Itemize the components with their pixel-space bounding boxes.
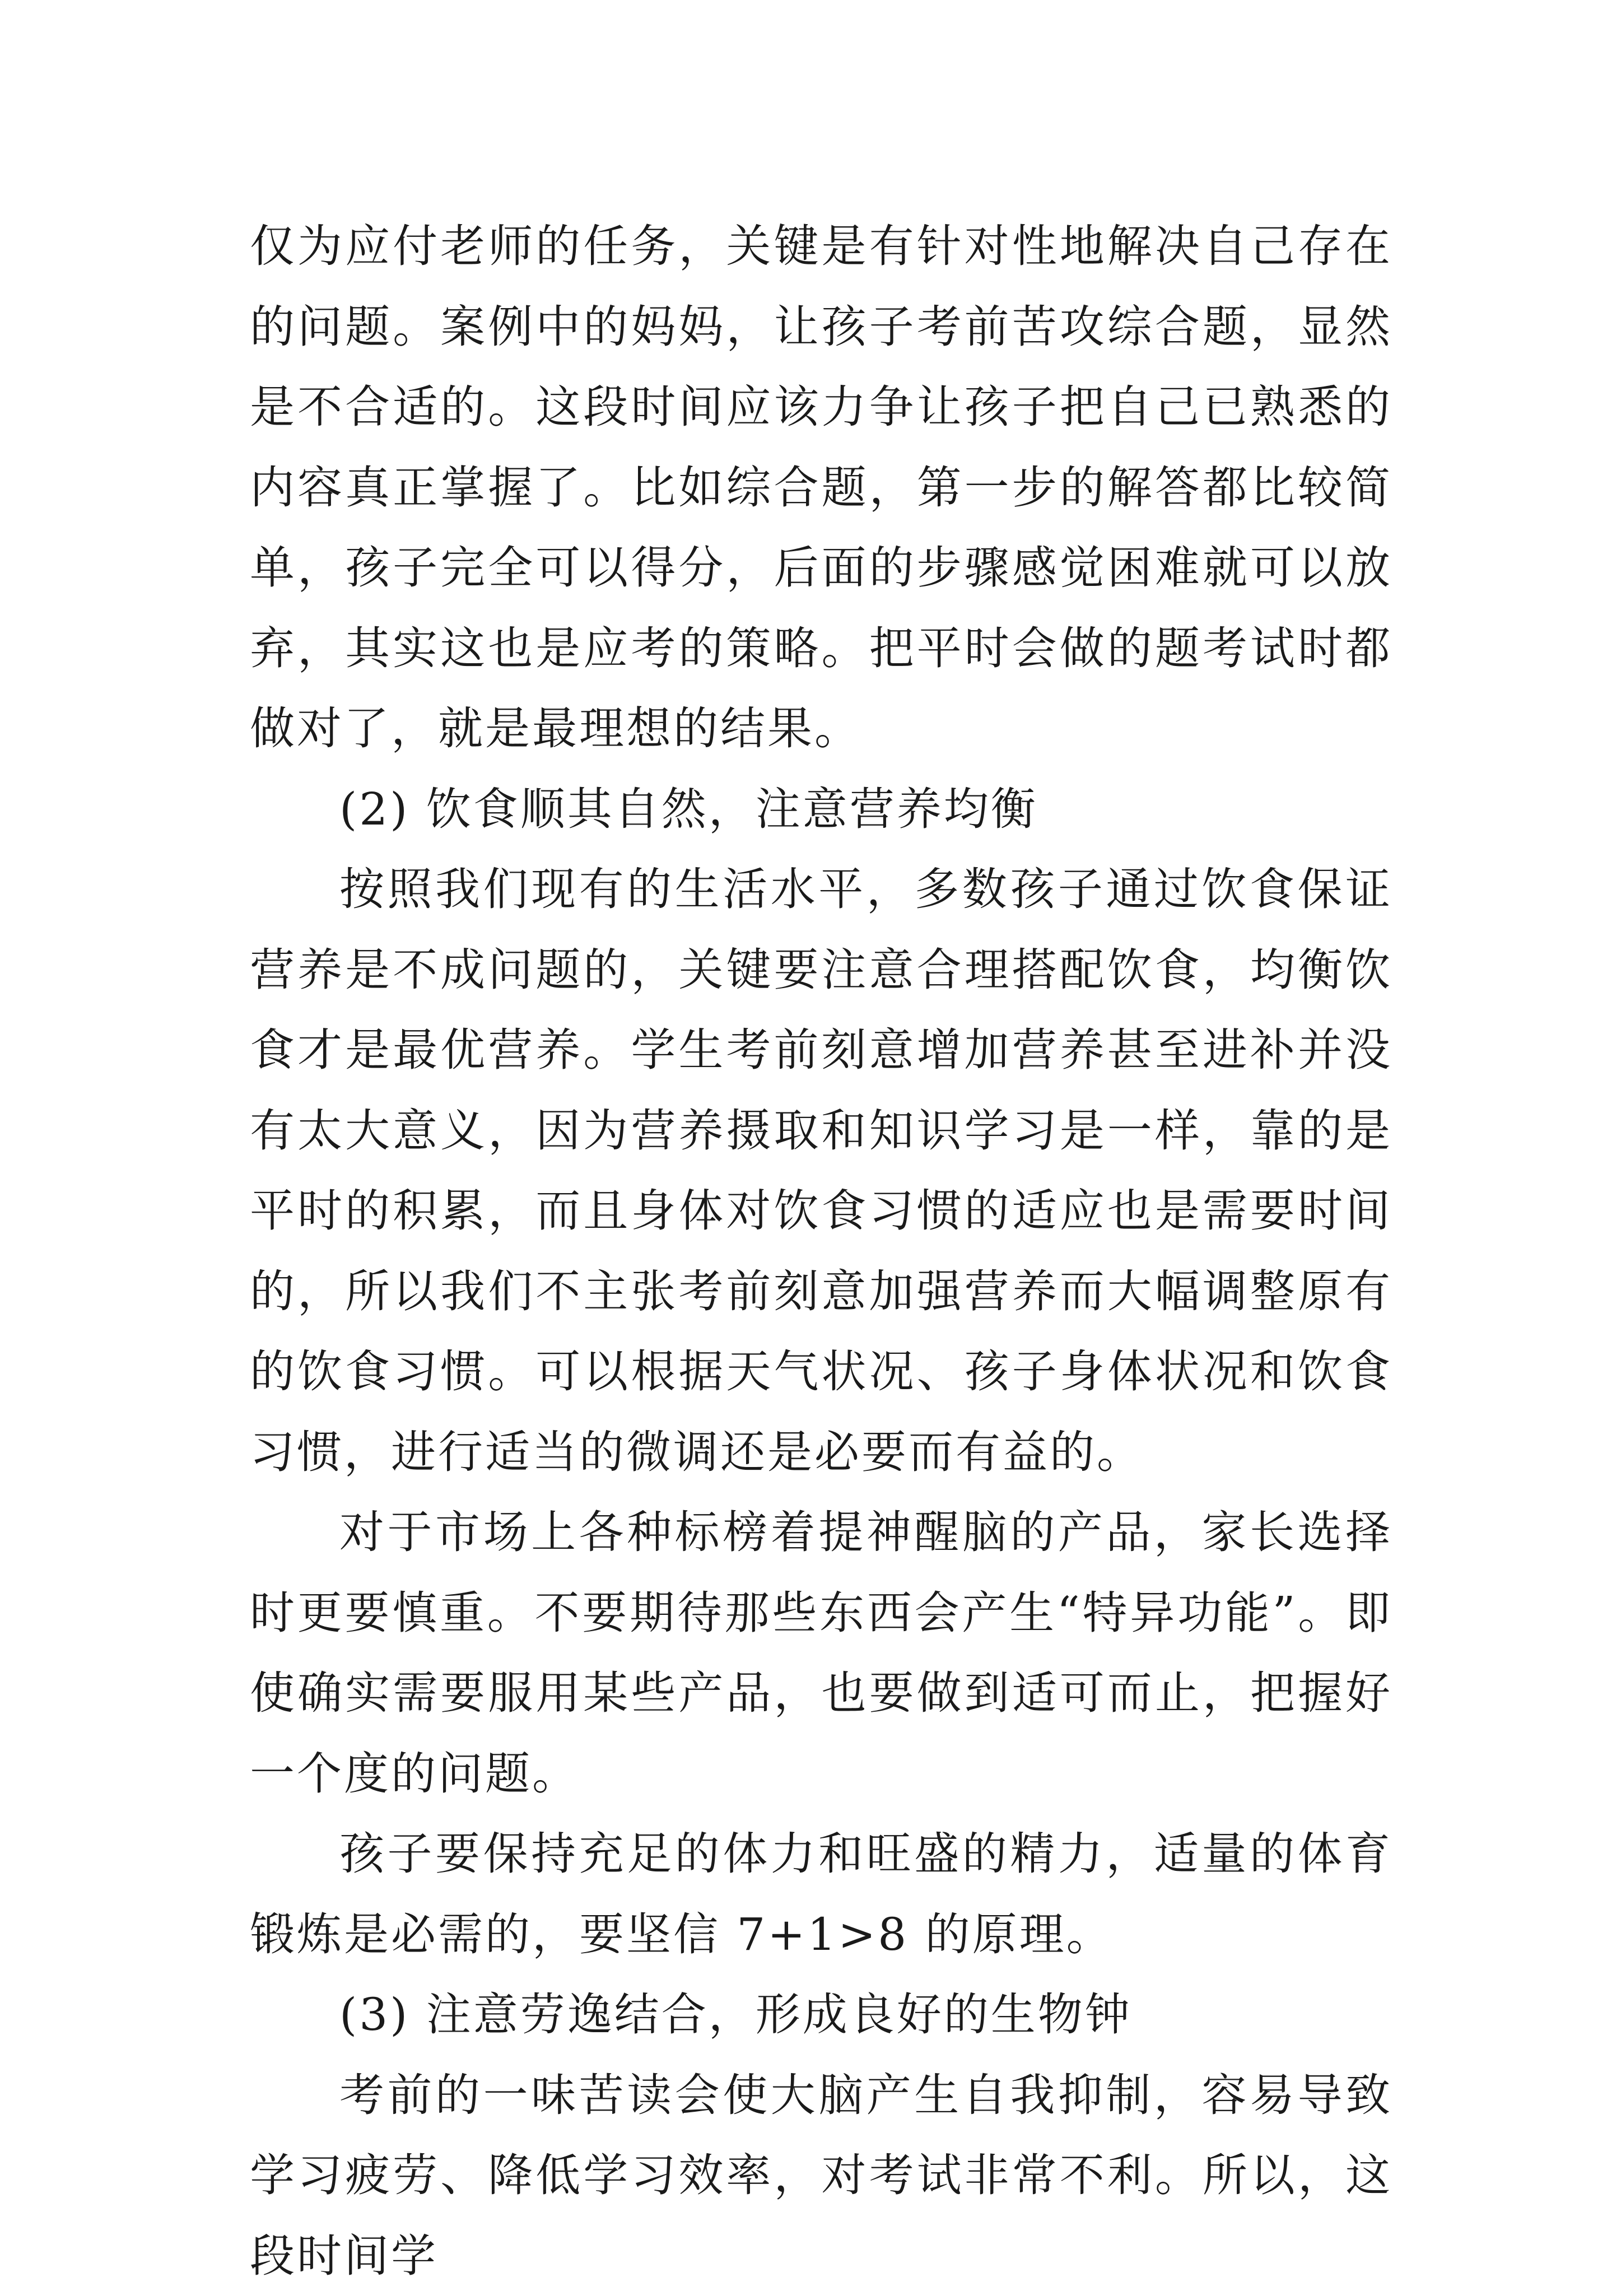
paragraph-continuation: 仅为应付老师的任务，关键是有针对性地解决自己存在的问题。案例中的妈妈，让孩子考前苦攻综合题，显然是不合适的。这段时间应该力争让孩子把自己已熟悉的内容真正掌握了。比如综合题，第一步的解答都比较简单，孩子完全可以得分，后面的步骤感觉困难就可以放弃，其实这也是应考的策略。把平时会做的题考试时都做对了，就是最理想的结果。 [250,206,1392,769]
section-heading-diet: (2) 饮食顺其自然，注意营养均衡 [250,769,1392,850]
body-text [250,206,1392,2296]
paragraph-nutrition: 按照我们现有的生活水平，多数孩子通过饮食保证营养是不成问题的，关键要注意合理搭配饮食，均衡饮食才是最优营养。学生考前刻意增加营养甚至进补并没有太大意义，因为营养摄取和知识学习是一样，靠的是平时的积累，而且身体对饮食习惯的适应也是需要时间的，所以我们不主张考前刻意加强营养而大幅调整原有的饮食习惯。可以根据天气状况、孩子身体状况和饮食习惯，进行适当的微调还是必要而有益的。 [250,849,1392,1492]
paragraph-exercise: 孩子要保持充足的体力和旺盛的精力，适量的体育锻炼是必需的，要坚信 7+1>8 的原理。 [250,1814,1392,1974]
paragraph-study-fatigue: 考前的一味苦读会使大脑产生自我抑制，容易导致学习疲劳、降低学习效率，对考试非常不利。所以，这段时间学 [250,2055,1392,2296]
paragraph-products: 对于市场上各种标榜着提神醒脑的产品，家长选择时更要慎重。不要期待那些东西会产生“特异功能”。即使确实需要服用某些产品，也要做到适可而止，把握好一个度的问题。 [250,1492,1392,1814]
section-heading-rest: (3) 注意劳逸结合，形成良好的生物钟 [250,1974,1392,2055]
